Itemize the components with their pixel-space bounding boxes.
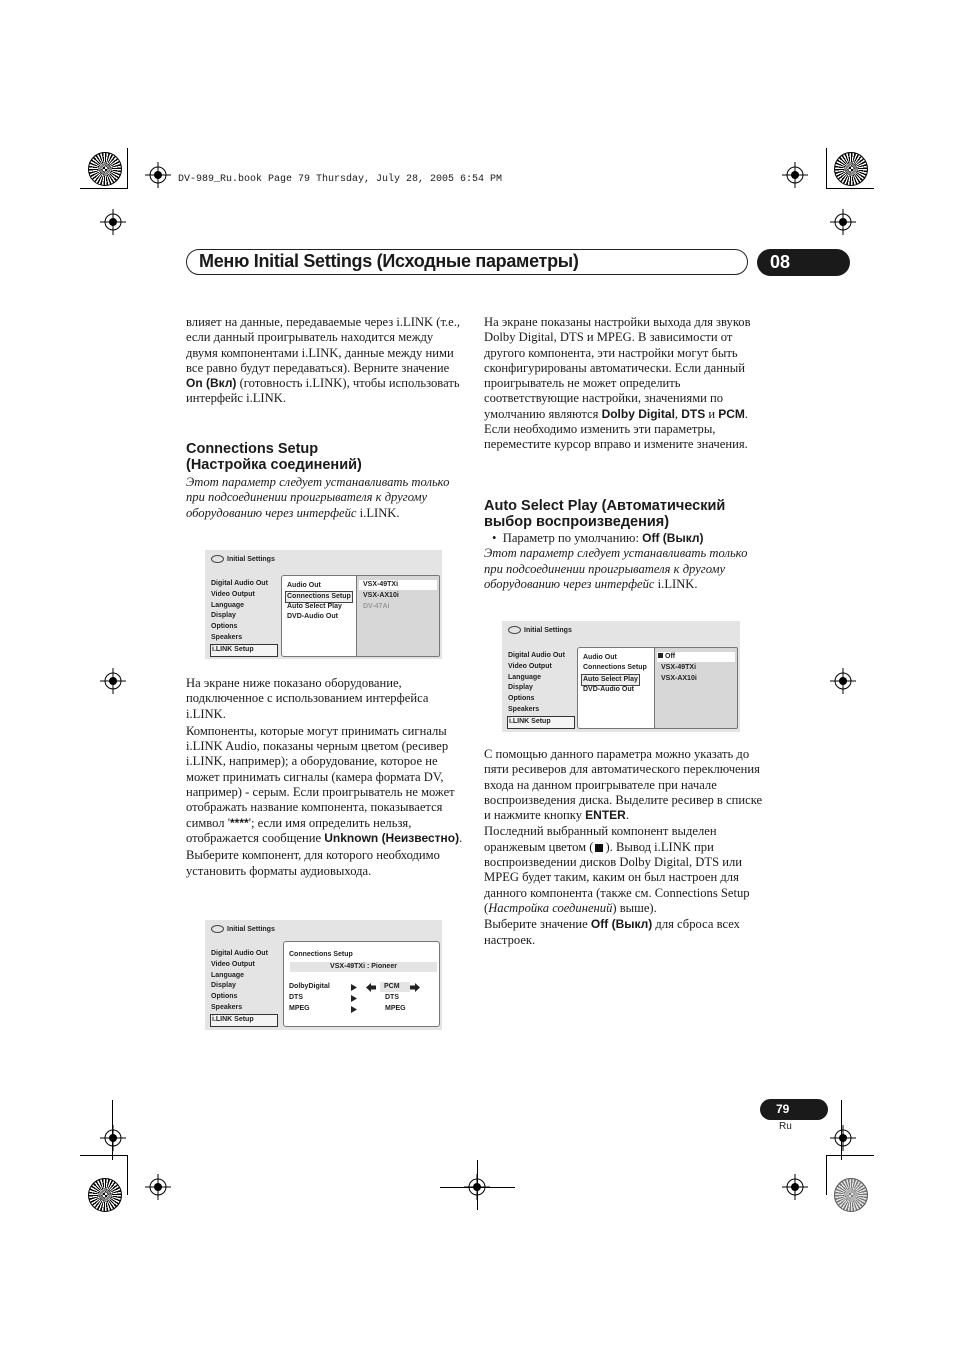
page-number: 79 <box>760 1099 828 1120</box>
submenu-item[interactable]: DVD-Audio Out <box>583 686 634 693</box>
arrow-right-icon <box>351 995 357 1002</box>
right-column <box>484 315 764 453</box>
chapter-badge: 08 <box>757 249 850 276</box>
connections-setup-section <box>186 441 466 521</box>
submenu-item[interactable]: Audio Out <box>287 582 321 589</box>
option-item[interactable]: VSX-AX10i <box>661 675 697 682</box>
option-item-unavailable[interactable]: DV-47Ai <box>363 603 390 610</box>
menu-item[interactable]: Options <box>508 695 535 703</box>
paragraph: На экране ниже показано оборудование, подключенное с использованием интерфейса i.LINK. <box>186 676 429 721</box>
left-column <box>186 315 466 407</box>
format-label: MPEG <box>289 1005 310 1012</box>
registration-mark-icon <box>100 668 126 694</box>
registration-mark-icon <box>830 209 856 235</box>
option-item[interactable]: VSX-AX10i <box>363 592 399 599</box>
auto-select-section <box>484 498 764 592</box>
settings-menu <box>210 579 278 657</box>
menu-item[interactable]: Speakers <box>508 705 540 713</box>
registration-mark-icon <box>145 162 171 188</box>
options-list <box>654 647 738 729</box>
section-heading: Connections Setup (Настройка соединений) <box>186 441 362 473</box>
submenu-item-selected[interactable]: Connections Setup <box>285 591 353 603</box>
registration-mark-icon <box>100 209 126 235</box>
paragraph: Выберите компонент, для которого необходимо установить форматы аудиовыхода. <box>186 848 440 878</box>
registration-mark-icon <box>782 1174 808 1200</box>
menu-item-selected[interactable]: i.LINK Setup <box>210 644 278 657</box>
registration-mark-icon <box>782 162 808 188</box>
connections-panel <box>283 941 440 1027</box>
menu-item[interactable]: Language <box>211 971 245 979</box>
menu-item[interactable]: Options <box>211 993 238 1001</box>
menu-item[interactable]: Digital Audio Out <box>211 950 268 957</box>
screen-title: Initial Settings <box>211 555 275 563</box>
submenu-item[interactable]: Connections Setup <box>583 664 647 671</box>
page-title-bar <box>186 249 748 275</box>
registration-rosette-icon <box>834 152 868 186</box>
default-bullet: • Параметр по умолчанию: Off (Выкл) <box>492 531 704 545</box>
arrow-right-icon <box>351 984 357 991</box>
settings-menu <box>210 949 278 1027</box>
option-item[interactable]: VSX-49TXi <box>661 664 697 671</box>
menu-item[interactable]: Video Output <box>211 590 255 598</box>
settings-menu <box>507 651 575 729</box>
submenu-item-selected[interactable]: Auto Select Play <box>581 674 640 686</box>
format-value[interactable]: DTS <box>385 994 399 1001</box>
screen-connections-setup <box>205 920 442 1030</box>
menu-item[interactable]: Language <box>508 673 542 681</box>
options-list <box>356 575 440 657</box>
arrow-right-icon[interactable] <box>410 983 420 992</box>
registration-rosette-icon <box>834 1178 868 1212</box>
screen-auto-select-play <box>502 621 740 732</box>
submenu-panel <box>281 575 439 657</box>
format-value[interactable]: MPEG <box>385 1005 406 1012</box>
submenu-item[interactable]: DVD-Audio Out <box>287 613 338 620</box>
disc-icon <box>211 925 224 933</box>
square-marker-icon <box>658 653 663 658</box>
left-column-lower <box>186 676 466 879</box>
option-item[interactable]: VSX-49TXi <box>359 580 437 590</box>
registration-mark-icon <box>100 1125 126 1151</box>
menu-item[interactable]: Video Output <box>508 662 552 670</box>
paragraph: Выберите значение Off (Выкл) для сброса всех настроек. <box>484 917 740 947</box>
disc-icon <box>211 555 224 563</box>
paragraph: Последний выбранный компонент выделен оранжевым цветом ( ). Вывод i.LINK при воспроизведении дисков Dolby Digital, DTS или MPEG будет таким, каким он был настроен для данного компонента (также см. Connections Setup (Настройка соединений) выше). <box>484 824 750 915</box>
submenu-panel <box>577 647 737 729</box>
paragraph: С помощью данного параметра можно указать до пяти ресиверов для автоматического переключения входа на данном проигрывателе при начале воспроизведения диска. Выделите ресивер в списке и нажмите кнопку ENTER. <box>484 747 763 823</box>
menu-item[interactable]: Speakers <box>211 1003 243 1011</box>
registration-mark-icon <box>145 1174 171 1200</box>
device-name: VSX-49TXi : Pioneer <box>290 962 437 972</box>
paragraph: влияет на данные, передаваемые через i.LINK (т.е., если данный проигрыватель находится между двумя компонентами i.LINK, данные между ними все равно будут передаваться). Верните значение On (Вкл) (готовность i.LINK), чтобы использовать интерфейс i.LINK. <box>186 315 461 406</box>
format-label: DolbyDigital <box>289 983 330 990</box>
screen-title: Initial Settings <box>508 626 572 634</box>
paragraph: Компоненты, которые могут принимать сигналы i.LINK Audio, показаны черным цветом (ресивер i.LINK, например); а оборудование, которое не может принимать сигналы (камера формата DV, например) - серым. Если проигрыватель не может отображать название компонента, показывается символ '****'; если имя определить нельзя, отображается сообщение Unknown (Неизвестно). <box>186 723 463 845</box>
menu-item-selected[interactable]: i.LINK Setup <box>210 1014 278 1027</box>
disc-icon <box>508 626 521 634</box>
menu-item[interactable]: Digital Audio Out <box>211 580 268 587</box>
registration-mark-icon <box>830 668 856 694</box>
language-code: Ru <box>779 1121 792 1132</box>
page-title: Меню Initial Settings (Исходные параметры) <box>199 251 579 271</box>
panel-title: Connections Setup <box>289 951 353 958</box>
submenu-item[interactable]: Auto Select Play <box>287 603 342 610</box>
black-square-icon <box>595 844 603 852</box>
section-note: Этот параметр следует устанавливать только при подсоединении проигрывателя к другому оборудованию через интерфейс i.LINK. <box>484 546 748 591</box>
submenu-item[interactable]: Audio Out <box>583 654 617 661</box>
section-note: Этот параметр следует устанавливать только при подсоединении проигрывателя к другому оборудованию через интерфейс i.LINK. <box>186 475 450 520</box>
registration-rosette-icon <box>88 1178 122 1212</box>
format-value-selected[interactable]: PCM <box>380 982 410 992</box>
menu-item[interactable]: Digital Audio Out <box>508 652 565 659</box>
menu-item[interactable]: Options <box>211 623 238 631</box>
arrow-left-icon[interactable] <box>366 983 376 992</box>
option-item-selected[interactable]: Off <box>657 652 735 662</box>
registration-mark-icon <box>830 1125 856 1151</box>
menu-item[interactable]: Display <box>211 612 236 620</box>
menu-item-selected[interactable]: i.LINK Setup <box>507 716 575 729</box>
screen-connections-list <box>205 550 442 659</box>
menu-item[interactable]: Video Output <box>211 960 255 968</box>
paragraph: На экране показаны настройки выхода для звуков Dolby Digital, DTS и MPEG. В зависимости от другого компонента, эти настройки могут быть сконфигурированы автоматически. Если данный проигрыватель не может определить соответствующие настройки, значениями по умолчанию являются Dolby Digital, DTS и PCM. Если необходимо изменить эти параметры, переместите курсор вправо и измените значения. <box>484 315 751 452</box>
format-label: DTS <box>289 994 303 1001</box>
section-heading: Auto Select Play (Автоматический выбор воспроизведения) <box>484 498 726 530</box>
registration-rosette-icon <box>88 152 122 186</box>
menu-item[interactable]: Language <box>211 601 245 609</box>
print-header: DV-989_Ru.book Page 79 Thursday, July 28, 2005 6:54 PM <box>178 174 503 185</box>
screen-title: Initial Settings <box>211 925 275 933</box>
right-column-lower <box>484 747 764 948</box>
menu-item[interactable]: Speakers <box>211 633 243 641</box>
arrow-right-icon <box>351 1006 357 1013</box>
menu-item[interactable]: Display <box>211 982 236 990</box>
menu-item[interactable]: Display <box>508 684 533 692</box>
